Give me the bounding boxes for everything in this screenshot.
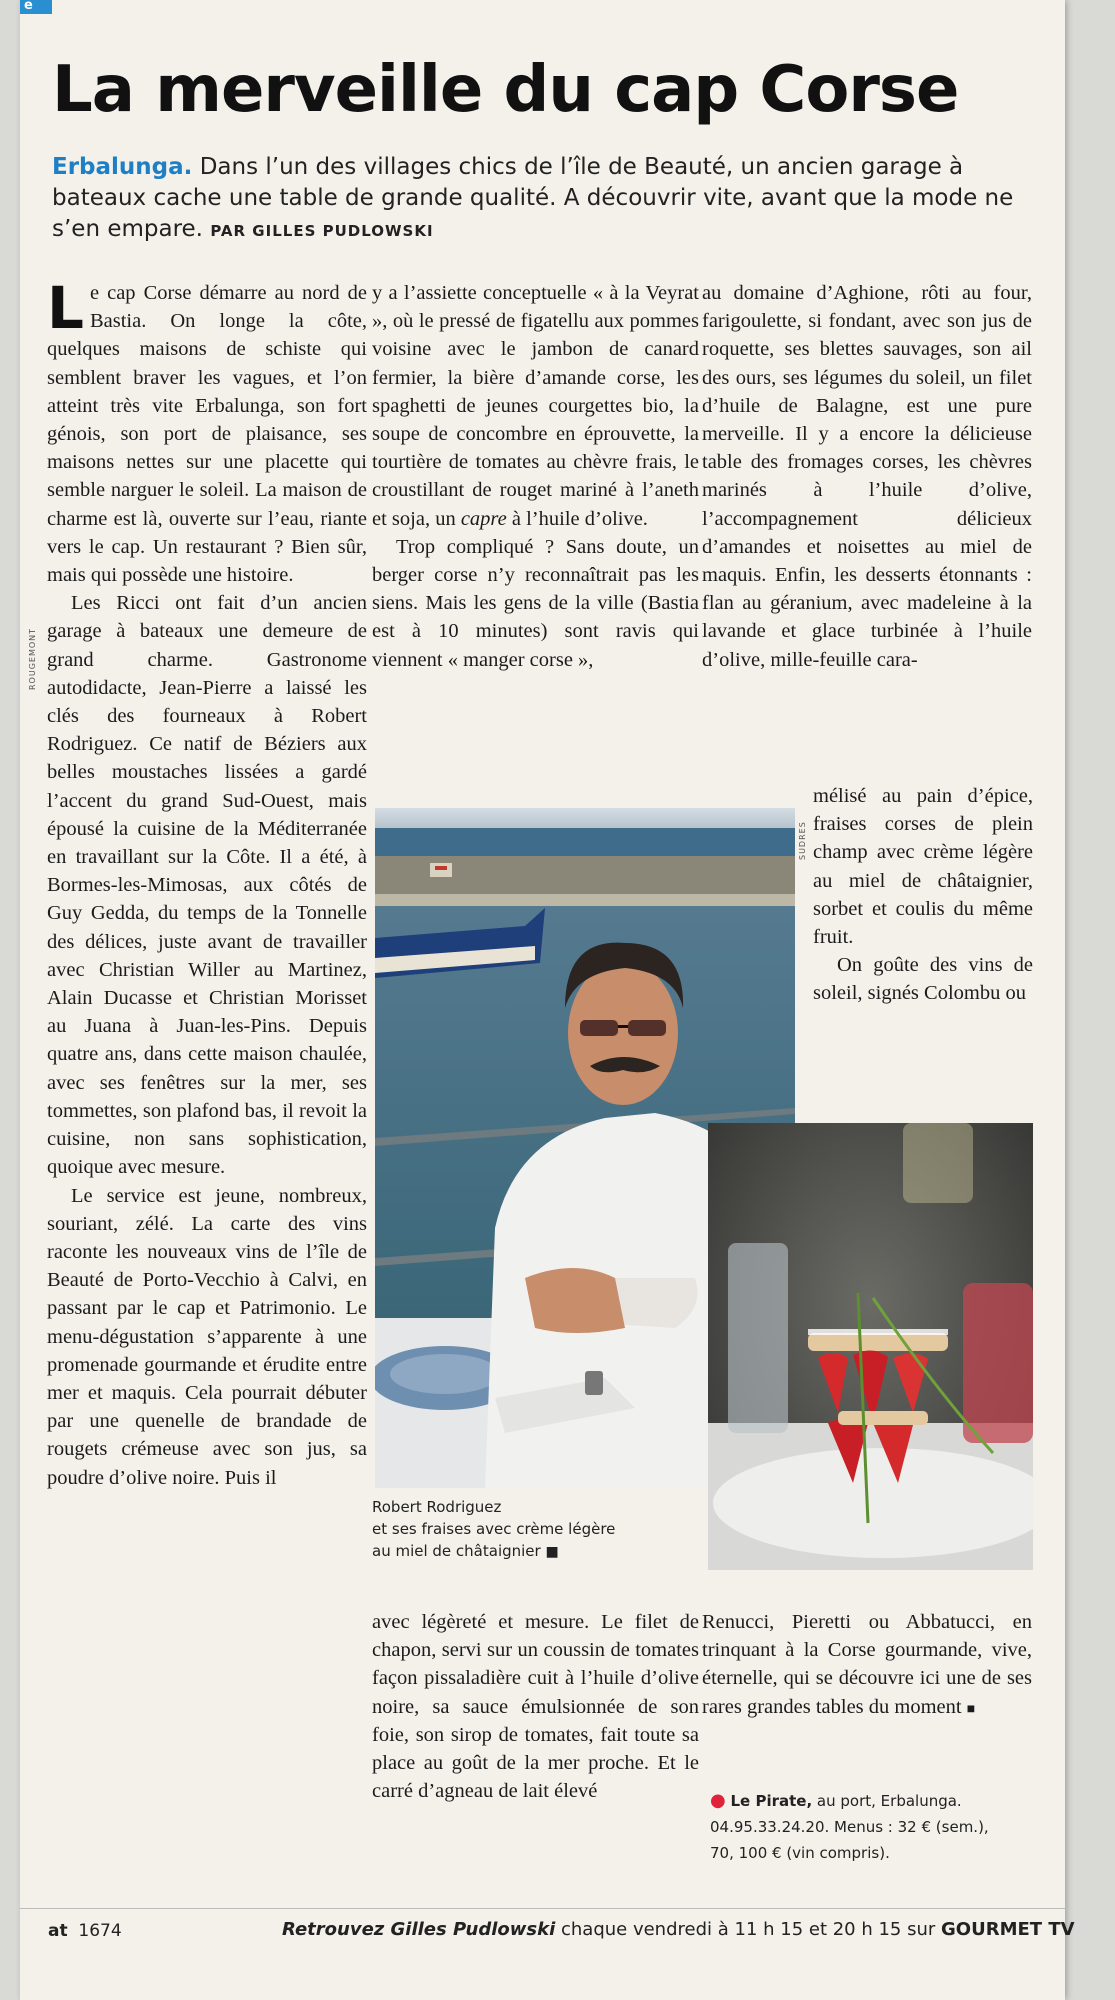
italic-word: capre: [460, 507, 507, 530]
dessert-photo: [708, 1123, 1033, 1570]
paragraph-text: e cap Corse démarre au nord de Bastia. On longe la côte, quelques maisons de schiste qui semblent braver les vagues, et l’on atteint très vite Erbalunga, son fort génois, son port de plaisance, ses maisons nettes sur une placette qui semble narguer le soleil. La maison de charme est là, ouverte sur l’eau, riante vers le cap. Un restaurant ? Bien sûr, mais qui possède une histoire.: [47, 282, 367, 587]
footer-divider: [20, 1908, 1065, 1909]
bullet-icon: ●: [710, 1790, 726, 1811]
drop-cap: L: [47, 274, 84, 342]
article-paragraph: mélisé au pain d’épice, fraises corses de plein champ avec crème légère au miel de châtaignier, sorbet et coulis du même fruit.: [813, 785, 1033, 949]
caption-line: [372, 1540, 692, 1563]
article-paragraph: avec légèreté et mesure. Le filet de chapon, servi sur un coussin de tomates façon pissaladière cuit à l’huile d’olive noire, sa sauce émulsionnée de son foie, son sirop de tomates, fait toute sa place au goût de la mer proche. Et le carré d’agneau de lait élevé: [372, 1611, 699, 1803]
article-column-1: [47, 274, 367, 1492]
lede-text: Dans l’un des villages chics de l’île de Beauté, un ancien garage à bateaux cache une table de grande qualité. A découvrir vite, avant que la mode ne s’en empare.: [52, 154, 1014, 242]
info-line: [710, 1788, 1040, 1814]
photo-credit-left: ROUGEMONT: [28, 627, 37, 690]
article-column-3: [702, 279, 1032, 674]
info-line: 04.95.33.24.20. Menus : 32 € (sem.),: [710, 1818, 989, 1836]
article-column-2-lower: [372, 1608, 699, 1805]
article-column-3-continued: [813, 782, 1033, 1008]
photo-caption: [372, 1496, 692, 1563]
article-paragraph: [47, 274, 367, 589]
page-footer: [20, 1913, 1075, 1953]
article-paragraph: Le service est jeune, nombreux, souriant, zélé. La carte des vins raconte les nouveaux vins de l’île de Beauté de Porto-Vecchio à Calvi, en passant par le cap et Patrimonio. Le menu-dégustation s’apparente à une promenade gourmande et érudite entre mer et maquis. Cela pourrait débuter par une quenelle de brandade de rougets crémeuse avec son jus, sa poudre d’olive noire. Puis il: [47, 1184, 367, 1489]
article-paragraph: Trop compliqué ? Sans doute, un berger corse n’y reconnaîtrait pas les siens. Mais les gens de la ville (Bastia est à 10 minutes) sont ravis qui viennent « manger corse »,: [372, 535, 699, 671]
promo-name: Retrouvez Gilles Pudlowski: [282, 1919, 556, 1940]
restaurant-name: Le Pirate,: [730, 1792, 813, 1810]
promo-channel: GOURMET TV: [941, 1919, 1075, 1940]
promo-text: chaque vendredi à 11 h 15 et 20 h 15 sur: [555, 1919, 942, 1940]
article-paragraph: au domaine d’Aghione, rôti au four, farigoulette, si fondant, avec son jus de roquette, ses blettes sauvages, son ail des ours, ses légumes du soleil, un filet d’huile de Balagne, est une pure merveille. Il y a encore la délicieuse table des fromages corses, les chèvres marinés à l’huile d’olive, l’accompagnement délicieux d’amandes et noisettes au miel de maquis. Enfin, les desserts étonnants : flan au géranium, avec madeleine à la lavande et glace turbinée à l’huile d’olive, mille-feuille cara-: [702, 282, 1032, 671]
tv-promo: [282, 1919, 1075, 1940]
article-paragraph: [702, 1608, 1032, 1724]
restaurant-info: [710, 1788, 1040, 1866]
caption-text: au miel de châtaignier: [372, 1542, 541, 1560]
lede-kicker: Erbalunga.: [52, 154, 193, 180]
article-column-2: [372, 279, 699, 674]
info-text: au port, Erbalunga.: [812, 1792, 962, 1810]
paragraph-text: y a l’assiette conceptuelle « à la Veyrat », où le pressé de figatellu aux pommes voisine avec le jambon de canard fermier, la bière d’amande corse, les spaghetti de jeunes courgettes bio, la soupe de concombre en éprouvette, la tourtière de tomates au chèvre frais, le croustillant de rouget mariné à l’aneth et soja, un: [372, 282, 699, 530]
end-mark: ■: [966, 1701, 976, 1717]
page-prefix: at: [48, 1921, 68, 1941]
magazine-page: [20, 0, 1075, 2000]
paragraph-text: Renucci, Pieretti ou Abbatucci, en trinquant à la Corse gourmande, vive, éternelle, qui se découvre ici une de ses rares grandes tables du moment: [702, 1611, 1032, 1718]
byline: PAR GILLES PUDLOWSKI: [210, 222, 434, 240]
article-paragraph: Les Ricci ont fait d’un ancien garage à bateaux une demeure de grand charme. Gastronome autodidacte, Jean-Pierre a laissé les clés des fourneaux à Robert Rodriguez. Ce natif de Béziers aux belles moustaches lissées a gardé l’accent du grand Sud-Ouest, mais épousé la cuisine de la Méditerranée en travaillant sur la Côte. Il a été, à Bormes-les-Mimosas, aux côtés de Guy Gedda, du temps de la Tonnelle des délices, juste avant de travailler avec Christian Willer au Martinez, Alain Ducasse et Christian Morisset au Juana à Juan-les-Pins. Depuis quatre ans, dans cette maison chaulée, avec ses fenêtres sur la mer, ses tommettes, son plafond bas, il revoit la cuisine, non sans sophistication, quoique avec mesure.: [47, 592, 367, 1179]
article-paragraph: On goûte des vins de soleil, signés Colombu ou: [813, 954, 1033, 1005]
photo-credit-right: SUDRES: [798, 821, 807, 860]
paragraph-text: à l’huile d’olive.: [506, 507, 648, 530]
section-tab: e: [20, 0, 52, 14]
headline: La merveille du cap Corse: [52, 53, 959, 127]
article-paragraph: [372, 279, 699, 533]
end-mark: ■: [545, 1544, 559, 1560]
info-line: 70, 100 € (vin compris).: [710, 1844, 890, 1862]
page-number-value: 1674: [78, 1921, 122, 1941]
caption-line: et ses fraises avec crème légère: [372, 1520, 616, 1538]
article-column-3-lower: [702, 1608, 1032, 1724]
caption-line: Robert Rodriguez: [372, 1498, 502, 1516]
lede: [52, 152, 1037, 247]
page-number: [48, 1921, 122, 1941]
